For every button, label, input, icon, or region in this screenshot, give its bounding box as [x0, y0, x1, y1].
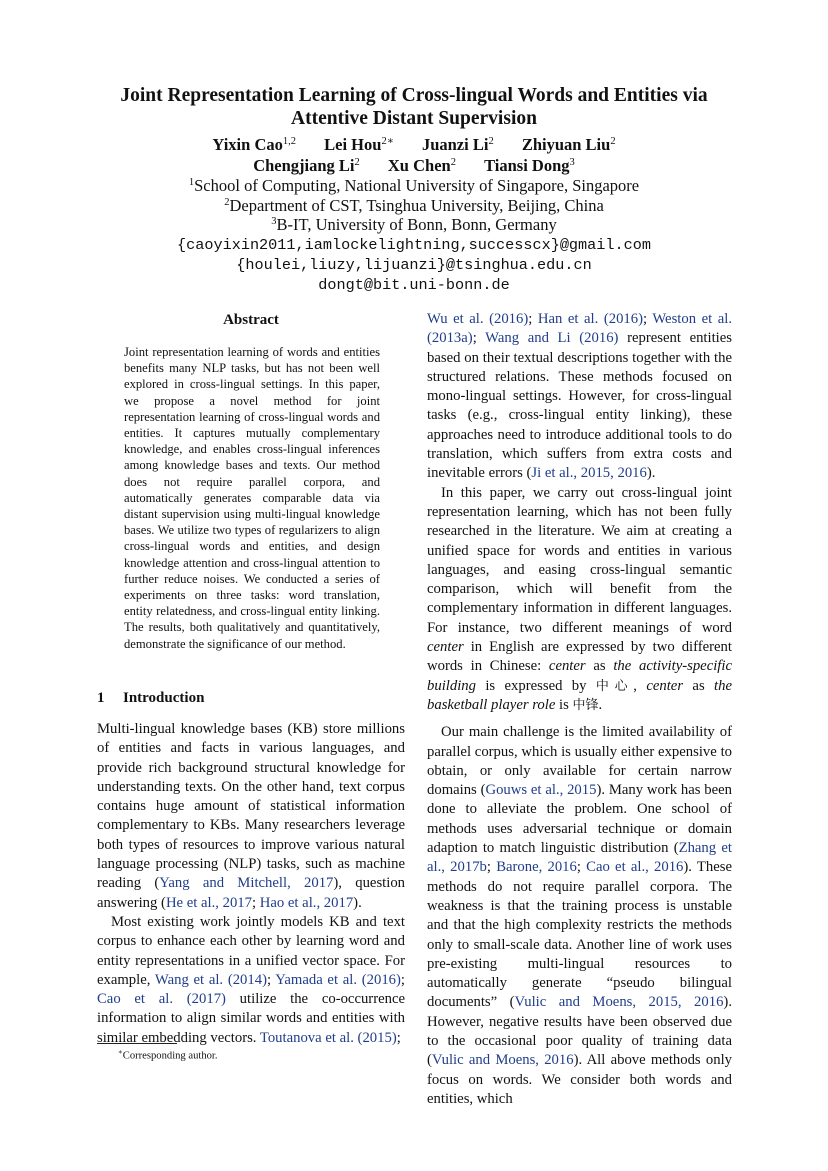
abstract-heading: Abstract — [223, 312, 279, 328]
citation-link[interactable]: Vulic and Moens, 2016 — [431, 1052, 574, 1069]
author: Juanzi Li$^2$ — [421, 135, 494, 154]
footnote-rule — [97, 1043, 177, 1044]
citation-link[interactable]: Zhang et al., 2017b — [427, 840, 732, 876]
section-heading — [97, 690, 204, 707]
citation-link[interactable]: Toutanova et al. (2015) — [259, 1029, 397, 1046]
citation-link[interactable]: Ji et al., 2015, 2016 — [531, 465, 647, 482]
citation-link[interactable]: Vulic and Moens, 2015, 2016 — [514, 994, 724, 1011]
citation-link[interactable]: Gouws et al., 2015 — [485, 782, 597, 799]
paragraph: Our main challenge is the limited availability of parallel corpus, which is usually either expensive to obtain, or only available for certain narrow domains (Gouws et al., 2015). Many work has been done to alleviate the problem. One school of methods uses adversarial technique or domain adaption to match linguistic distribution (Zhang et al., 2017b; Barone, 2016; Cao et al., 2016). These methods do not require parallel corpora. The weakness is that the training process is unstable and that the high complexity restricts the methods only to small-scale data. Another line of work uses pre-existing multi-lingual resources to automatically generate “pseudo bilingual documents” (Vulic and Moens, 2015, 2016). However, negative results have been observed due to the occasional poor quality of training data (Vulic and Moens, 2016). All above methods only focus on words. We consider both words and entities, which — [427, 724, 732, 1107]
author: Tiansi Dong$^3$ — [484, 156, 575, 175]
author: Xu Chen$^2$ — [387, 156, 456, 175]
author: Lei Hou$^{2∗}$ — [324, 135, 394, 154]
paragraph-gap — [427, 715, 732, 723]
paragraph: Wu et al. (2016); Han et al. (2016); Weston et al. (2013a); Wang and Li (2016) represent entities based on their textual descriptions together with the structured relations. These methods focused on mono-lingual settings. However, for cross-lingual tasks (e.g., cross-lingual entity linking), these approaches need to introduce additional tools to do translation, which suffers from extra costs and inevitable errors (Ji et al., 2015, 2016). — [427, 311, 732, 482]
abstract-body: Joint representation learning of words and entities benefits many NLP tasks, but has not been well explored in cross-lingual settings. In this paper, we propose a novel method for joint representation learning of cross-lingual words and entities. It captures mutually complementary knowledge, and enables cross-lingual inferences among knowledge bases and texts. Our method does not require parallel corpora, and automatically generates comparable data via distant supervision using multi-lingual knowledge bases. We utilize two types of regularizers to align cross-lingual words and entities, and design knowledge attention and cross-lingual attention to further reduce noises. We conducted a series of experiments on three tasks: word translation, entity relatedness, and cross-lingual entity linking. The results, both qualitatively and quantitatively, demonstrate the significance of our method. — [124, 345, 380, 651]
right-column — [427, 310, 732, 1109]
citation-link[interactable]: Wang et al. (2014) — [154, 971, 267, 988]
section-number: 1 — [97, 690, 105, 706]
citation-link[interactable]: Wu et al. (2016) — [427, 311, 529, 327]
citation-link[interactable]: Wang and Li (2016) — [485, 330, 619, 347]
author: Zhiyuan Liu$^2$ — [521, 135, 616, 154]
section-title: Introduction — [123, 690, 205, 706]
paragraph: In this paper, we carry out cross-lingual joint representation learning, which has not been fully researched in the literature. We aim at creating a unified space for words and entities in various languages, and easing cross-lingual semantic comparison, which will benefit from the complementary information in different languages. For instance, two different meanings of word center in English are expressed by two different words in Chinese: center as the activity-specific building is expressed by 中心, center as the basketball player role is 中锋. — [427, 484, 732, 713]
author: Yixin Cao$^{1,2}$ — [212, 135, 296, 154]
citation-link[interactable]: Yang and Mitchell, 2017 — [159, 875, 334, 892]
author-block — [60, 134, 768, 295]
citation-link[interactable]: Han et al. (2016) — [537, 311, 643, 327]
affiliation: $^1$School of Computing, National University of Singapore, Singapore — [188, 176, 640, 195]
citation-link[interactable]: Barone, 2016 — [496, 859, 577, 876]
citation-link[interactable]: Cao et al. (2017) — [97, 991, 226, 1008]
author: Chengjiang Li$^2$ — [253, 156, 360, 175]
affiliation: $^3$B-IT, University of Bonn, Bonn, Germany — [271, 215, 557, 234]
citation-link[interactable]: Weston et al. (2013a) — [427, 311, 732, 347]
citation-link[interactable]: Yamada et al. (2016) — [275, 971, 401, 988]
paragraph: Most existing work jointly models KB and text corpus to enhance each other by learning word and entity representations in a unified vector space. For example, Wang et al. (2014); Yamada et al. (2016); Cao et al. (2017) utilize the co-occurrence information to align similar words and entities with similar embedding vectors. Toutanova et al. (2015); — [97, 913, 406, 1046]
citation-link[interactable]: He et al., 2017 — [165, 894, 252, 911]
authors-row-1 — [60, 134, 768, 155]
authors-row-2 — [60, 155, 768, 176]
citation-link[interactable]: Hao et al., 2017 — [259, 894, 354, 911]
paragraph: Multi-lingual knowledge bases (KB) store millions of entities and facts in various languages, and provide rich background structural knowledge for understanding texts. On the other hand, text corpus contains huge amount of statistical information complementary to KBs. Many researchers leverage both types of resources to improve various natural language processing (NLP) tasks, such as machine reading (Yang and Mitchell, 2017), question answering (He et al., 2017; Hao et al., 2017). — [97, 721, 406, 911]
email-line[interactable]: dongt@bit.uni-bonn.de — [318, 275, 510, 294]
title-line-2: Attentive Distant Supervision — [291, 108, 537, 129]
left-column — [97, 720, 405, 1048]
title-line-1: Joint Representation Learning of Cross-lingual Words and Entities via — [120, 85, 708, 106]
email-line[interactable]: {caoyixin2011,iamlockelightning,successcx}@gmail.com — [177, 235, 651, 254]
citation-link[interactable]: Cao et al., 2016 — [586, 859, 684, 876]
email-line[interactable]: {houlei,liuzy,lijuanzi}@tsinghua.edu.cn — [236, 255, 592, 274]
footnote: ∗Corresponding author. — [118, 1048, 218, 1062]
paper-title — [60, 84, 768, 130]
affiliation: $^2$Department of CST, Tsinghua University, Beijing, China — [224, 195, 604, 215]
